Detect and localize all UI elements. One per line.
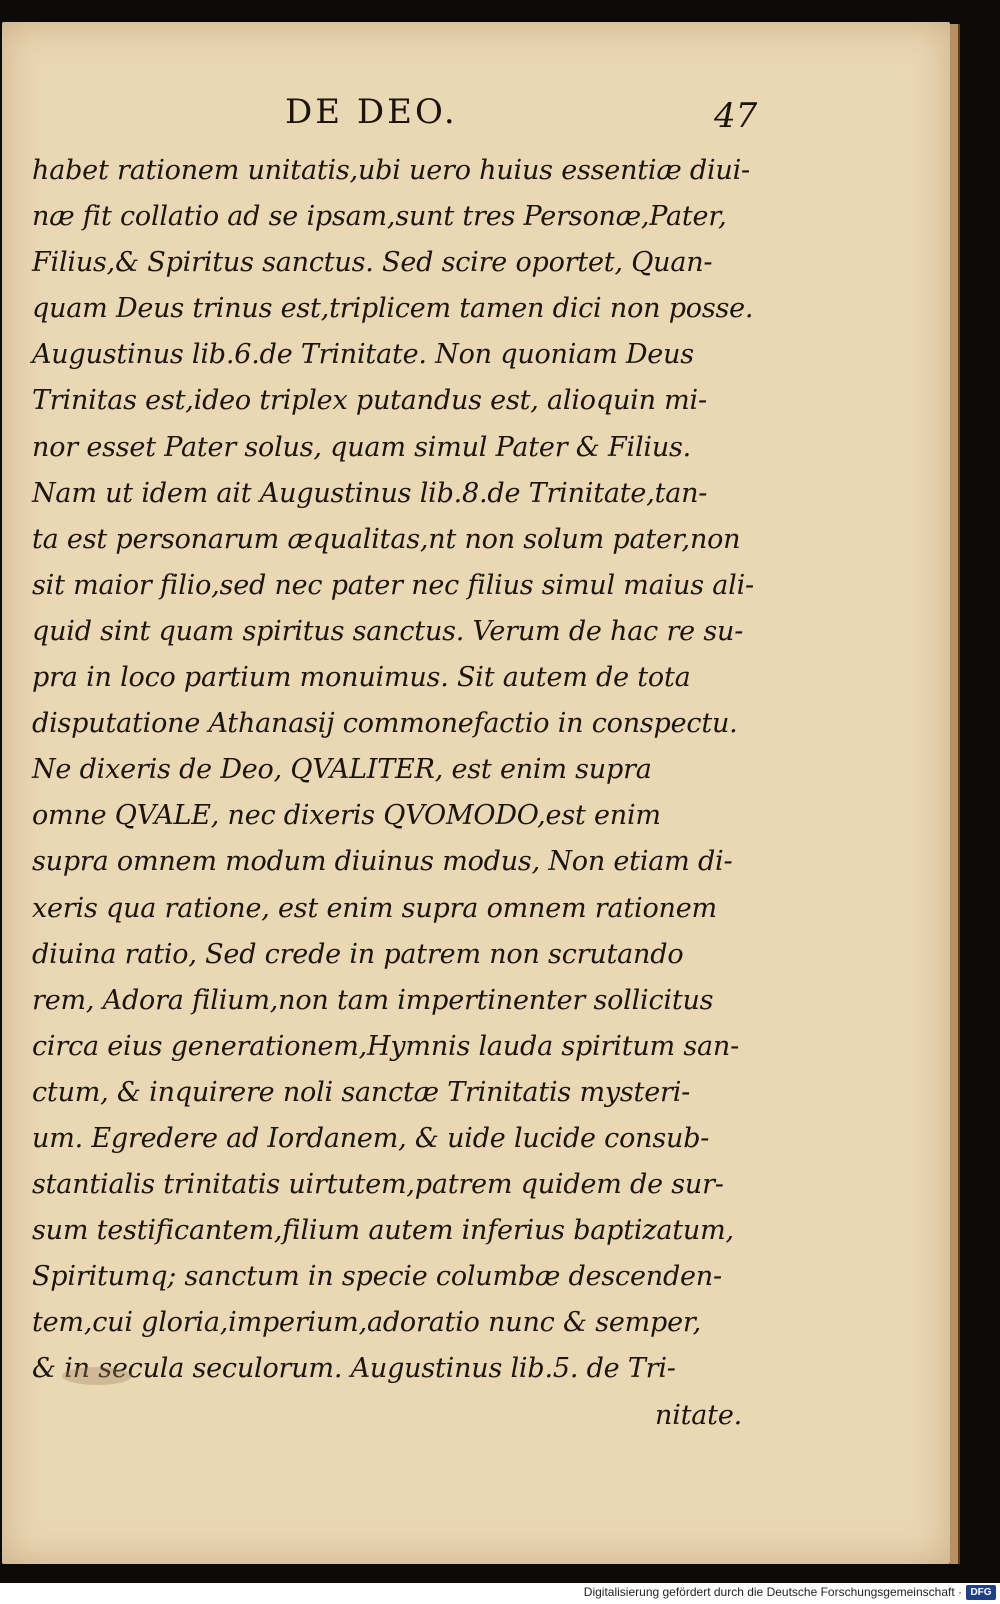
body-text: [32, 148, 762, 1439]
text-line: næ fit collatio ad se ipsam,sunt tres Personæ,Pater,: [32, 201, 727, 233]
text-line: Spiritumq; sanctum in specie columbæ descenden-: [32, 1261, 722, 1293]
text-line: quam Deus trinus est,triplicem tamen dici non posse.: [32, 293, 754, 325]
text-line: & in secula seculorum. Augustinus lib.5. de Tri-: [32, 1353, 676, 1385]
text-line: ta est personarum æqualitas,nt non solum pater,non: [32, 523, 741, 555]
page-number: 47: [714, 96, 758, 136]
text-line: pra in loco partium monuimus. Sit autem de tota: [32, 662, 691, 694]
page-header: [2, 92, 952, 142]
page-edge: [950, 24, 960, 1564]
text-line: tem,cui gloria,imperium,adoratio nunc & semper,: [32, 1307, 702, 1339]
text-line: diuina ratio, Sed crede in patrem non scrutando: [32, 938, 684, 970]
book-page: [2, 22, 950, 1564]
text-line: quid sint quam spiritus sanctus. Verum de hac re su-: [32, 615, 744, 647]
text-line-catchword: nitate.: [655, 1399, 742, 1431]
text-line: stantialis trinitatis uirtutem,patrem quidem de sur-: [32, 1169, 724, 1201]
ink-stain: [62, 1367, 132, 1385]
text-line: omne QVALE, nec dixeris QVOMODO,est enim: [32, 800, 661, 832]
funding-credit: Digitalisierung gefördert durch die Deutsche Forschungsgemeinschaft ·: [583, 1585, 962, 1599]
text-line: xeris qua ratione, est enim supra omnem rationem: [32, 892, 717, 924]
text-line: sum testificantem,filium autem inferius baptizatum,: [32, 1215, 734, 1247]
text-line: um. Egredere ad Iordanem, & uide lucide consub-: [32, 1122, 710, 1154]
text-line: nor esset Pater solus, quam simul Pater & Filius.: [32, 431, 692, 463]
text-line: Ne dixeris de Deo, QVALITER, est enim supra: [32, 754, 652, 786]
text-line: habet rationem unitatis,ubi uero huius essentiæ diui-: [32, 155, 750, 186]
text-line: circa eius generationem,Hymnis lauda spiritum san-: [32, 1030, 739, 1062]
text-line: disputatione Athanasij commonefactio in conspectu.: [32, 708, 738, 740]
dfg-logo-icon: DFG: [966, 1585, 996, 1600]
text-line: Nam ut idem ait Augustinus lib.8.de Trinitate,tan-: [32, 477, 708, 509]
text-line: supra omnem modum diuinus modus, Non etiam di-: [32, 846, 733, 878]
text-line: Trinitas est,ideo triplex putandus est, alioquin mi-: [32, 385, 707, 417]
text-line: sit maior filio,sed nec pater nec filius simul maius ali-: [32, 569, 754, 601]
text-line: Filius,& Spiritus sanctus. Sed scire oportet, Quan-: [32, 247, 713, 279]
running-head: DE DEO.: [285, 92, 458, 132]
text-line: Augustinus lib.6.de Trinitate. Non quoniam Deus: [32, 339, 694, 371]
text-line: rem, Adora filium,non tam impertinenter sollicitus: [32, 984, 714, 1016]
text-line: ctum, & inquirere noli sanctæ Trinitatis mysteri-: [32, 1076, 691, 1108]
digitization-footer: [0, 1583, 1000, 1604]
